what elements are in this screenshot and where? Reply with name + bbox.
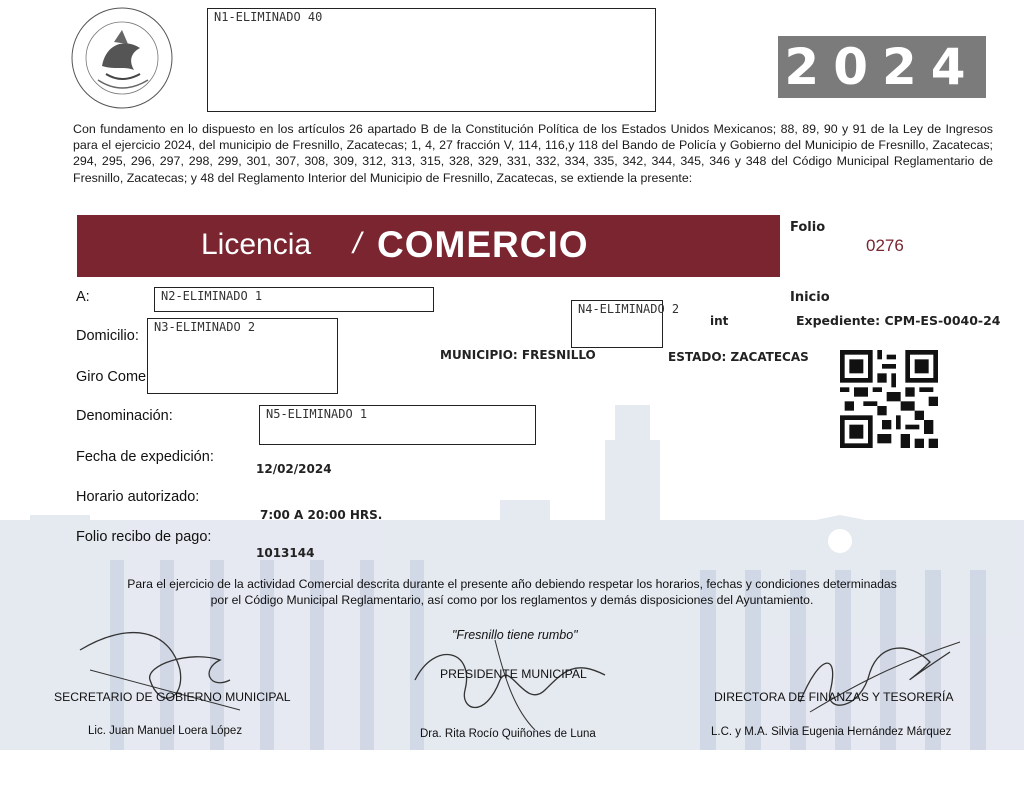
folio-recibo-label: Folio recibo de pago: (76, 529, 212, 545)
signatory-left-name: Lic. Juan Manuel Loera López (88, 725, 243, 737)
estado-value: ESTADO: ZACATECAS (668, 350, 809, 364)
year-badge: 2024 (778, 36, 986, 98)
mexican-coat-of-arms-seal (62, 4, 182, 112)
notice-text (40, 576, 984, 608)
redaction-box-n2 (154, 287, 434, 312)
tramite-type: Inicio (790, 290, 830, 305)
horario-value: 7:00 A 20:00 HRS. (260, 508, 383, 522)
folio-recibo-value: 1013144 (256, 546, 315, 560)
expediente-number: Expediente: CPM-ES-0040-24 (796, 313, 1001, 328)
signature-right (780, 612, 970, 727)
int-label: int (710, 314, 729, 328)
slogan: "Fresnillo tiene rumbo" (452, 628, 578, 642)
redaction-label-n3: N3-ELIMINADO 2 (154, 320, 256, 334)
redaction-box-n4 (571, 300, 680, 348)
banner-type: COMERCIO (377, 224, 589, 265)
municipio-value: MUNICIPIO: FRESNILLO (440, 348, 596, 362)
redaction-label-n2: N2-ELIMINADO 1 (161, 289, 263, 303)
domicilio-label: Domicilio: (76, 328, 139, 344)
denominacion-label: Denominación: (76, 408, 173, 424)
redaction-label-n1: N1-ELIMINADO 40 (214, 10, 323, 24)
legal-foundation-text: Con fundamento en lo dispuesto en los artículos 26 apartado B de la Constitución Política de los Estados Unidos Mexicanos; 88, 89, 90 y 91 de la Ley de Ingresos para el ejercicio 2024, del municipio de Fresnillo, Zacatecas; 1, 4, 27 fracción V, 114, 116,y 118 del Bando de Policía y Gobierno del Municipio de Fresnillo, Zacatecas; 294, 295, 296, 297, 298, 299, 301, 307, 308, 309, 312, 313, 315, 328, 329, 331, 332, 334, 335, 342, 344, 345, 346 y 348 del Código Municipal Reglamentario de Fresnillo, Zacatecas; y 48 del Reglamento Interior del Municipio de Fresnillo, Zacatecas, se extiende la presente: (73, 122, 993, 185)
signatory-center-title: PRESIDENTE MUNICIPAL (440, 667, 587, 681)
banner-licencia: Licencia (201, 228, 312, 261)
folio-value: 0276 (866, 236, 904, 255)
signatory-left-title: SECRETARIO DE GOBIERNO MUNICIPAL (54, 690, 291, 704)
folio-label: Folio (790, 220, 826, 235)
fecha-expedicion-value: 12/02/2024 (256, 462, 332, 476)
qr-code (840, 350, 938, 448)
redaction-label-n4: N4-ELIMINADO 2 (578, 302, 680, 316)
fecha-expedicion-label: Fecha de expedición: (76, 449, 214, 465)
notice-line-1: Para el ejercicio de la actividad Comercial descrita durante el presente año debiendo respetar los horarios, fechas y condiciones determinadas (127, 577, 897, 591)
license-type-banner (77, 215, 780, 277)
banner-slash: / (353, 227, 362, 260)
signatory-right-name: L.C. y M.A. Silvia Eugenia Hernández Márquez (711, 726, 952, 738)
horario-label: Horario autorizado: (76, 489, 200, 505)
signatory-right-title: DIRECTORA DE FINANZAS Y TESORERÍA (714, 690, 954, 704)
redaction-box-n5 (259, 405, 536, 445)
redaction-box-n3 (147, 318, 338, 394)
giro-comercial-label: Giro Come (76, 369, 147, 385)
redaction-label-n5: N5-ELIMINADO 1 (266, 407, 368, 421)
a-label: A: (76, 289, 90, 305)
signatory-center-name: Dra. Rita Rocío Quiñones de Luna (420, 728, 596, 740)
redaction-box-n1 (207, 8, 656, 112)
notice-line-2: por el Código Municipal Reglamentario, así como por los reglamentos y demás disposiciones del Ayuntamiento. (210, 593, 814, 607)
